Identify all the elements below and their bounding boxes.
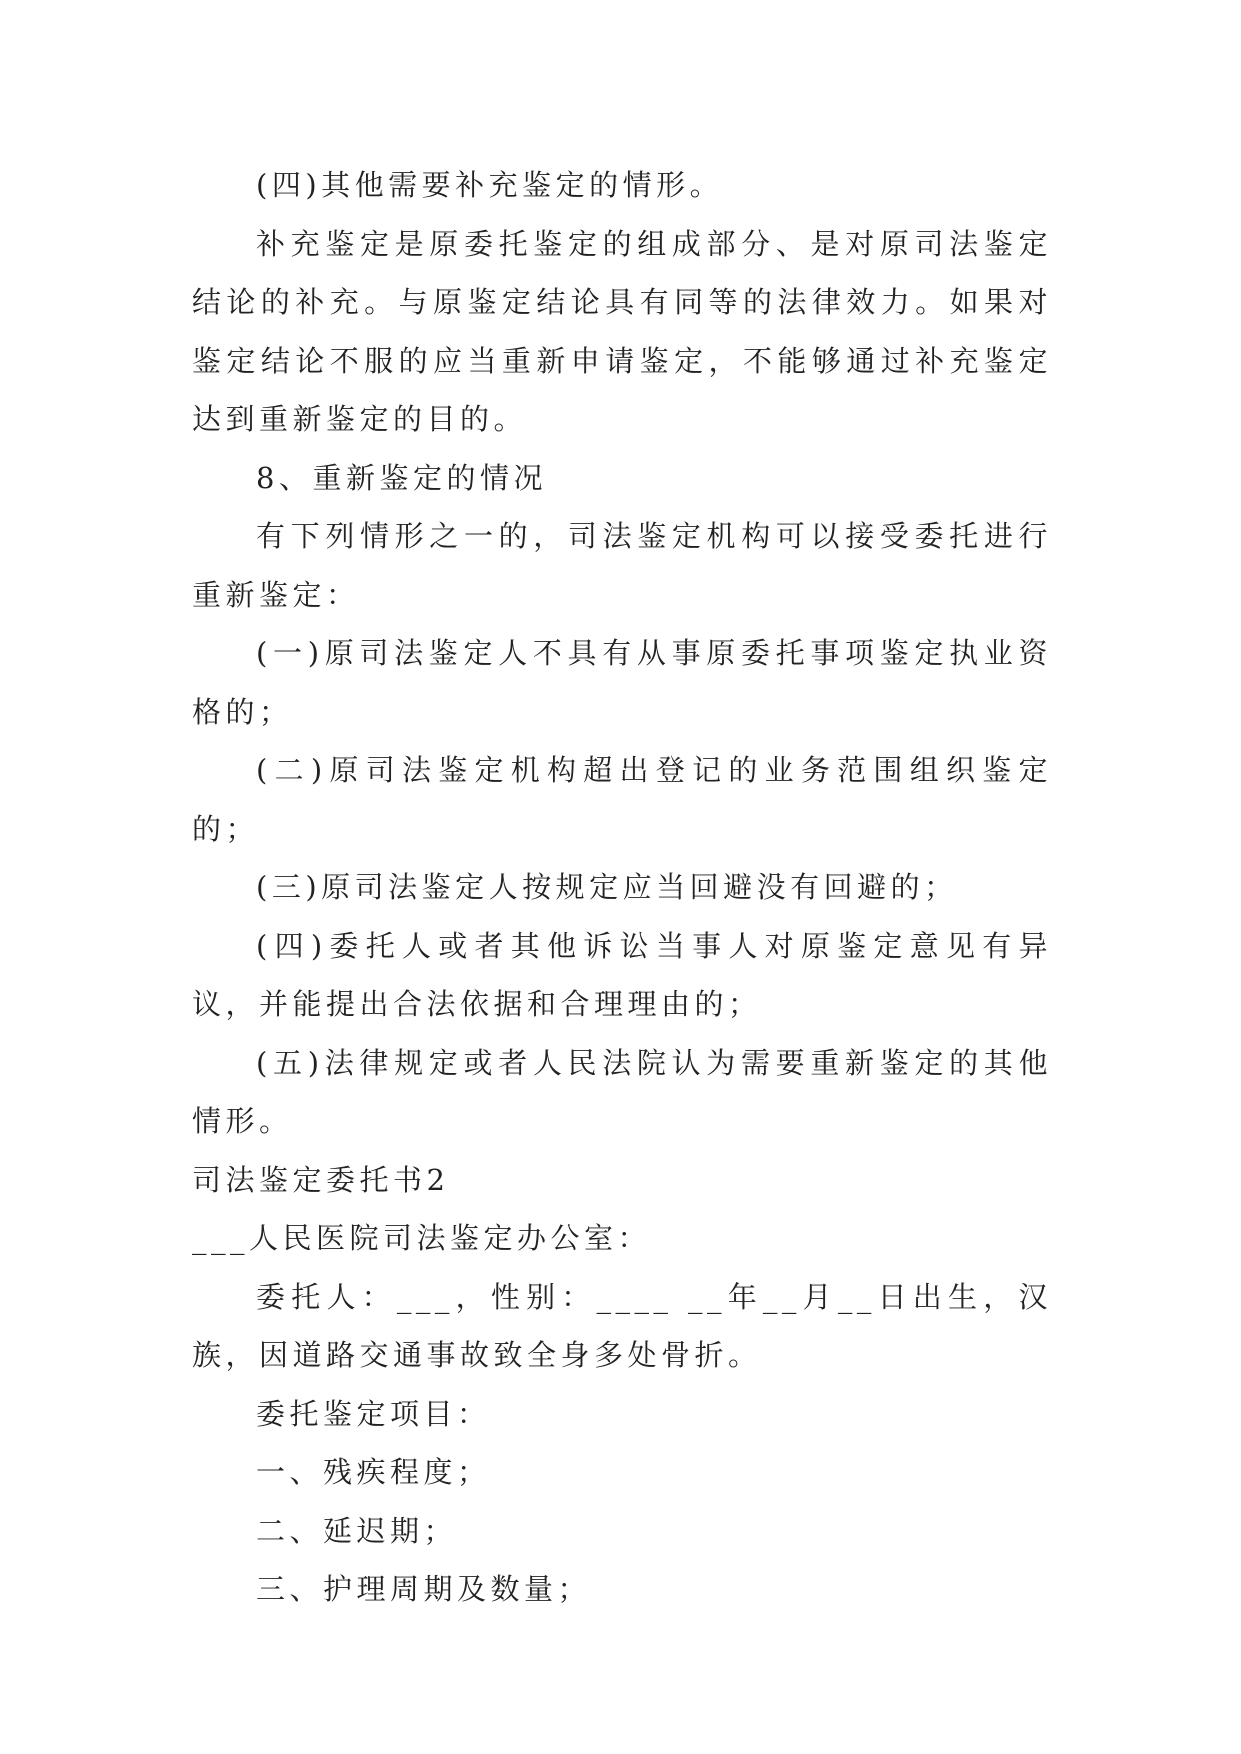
list-item-re-appraisal-4: (四)委托人或者其他诉讼当事人对原鉴定意见有异议，并能提出合法依据和合理理由的； [192, 928, 1052, 1021]
document-body [192, 156, 1052, 1619]
list-item-re-appraisal-3: (三)原司法鉴定人按规定应当回避没有回避的； [256, 870, 958, 904]
list-item-re-appraisal-1: (一)原司法鉴定人不具有从事原委托事项鉴定执业资格的； [192, 636, 1052, 729]
list-item-re-appraisal-5: (五)法律规定或者人民法院认为需要重新鉴定的其他情形。 [192, 1045, 1052, 1138]
list-item-appraisal-2: 二、延迟期； [256, 1513, 458, 1548]
section-heading-re-appraisal: 8、重新鉴定的情况 [256, 460, 547, 495]
paragraph-re-appraisal-intro: 有下列情形之一的，司法鉴定机构可以接受委托进行重新鉴定： [192, 519, 1052, 612]
list-item-appraisal-3: 三、护理周期及数量； [256, 1572, 592, 1606]
document-title-commission-letter: 司法鉴定委托书2 [192, 1162, 450, 1197]
letter-addressee: ___人民医院司法鉴定办公室： [192, 1221, 652, 1255]
list-item-re-appraisal-2: (二)原司法鉴定机构超出登记的业务范围组织鉴定的； [192, 753, 1052, 846]
paragraph-supplement-explanation: 补充鉴定是原委托鉴定的组成部分、是对原司法鉴定结论的补充。与原鉴定结论具有同等的法律效力。如果对鉴定结论不服的应当重新申请鉴定，不能够通过补充鉴定达到重新鉴定的目的。 [192, 226, 1052, 436]
list-item-appraisal-1: 一、残疾程度； [256, 1455, 491, 1489]
paragraph-supplement-case-4: (四)其他需要补充鉴定的情形。 [256, 168, 724, 202]
paragraph-client-info: 委托人：___，性别：____ __年__月__日出生，汉族，因道路交通事故致全身多处骨折。 [192, 1279, 1052, 1372]
paragraph-appraisal-items-heading: 委托鉴定项目： [256, 1396, 491, 1431]
